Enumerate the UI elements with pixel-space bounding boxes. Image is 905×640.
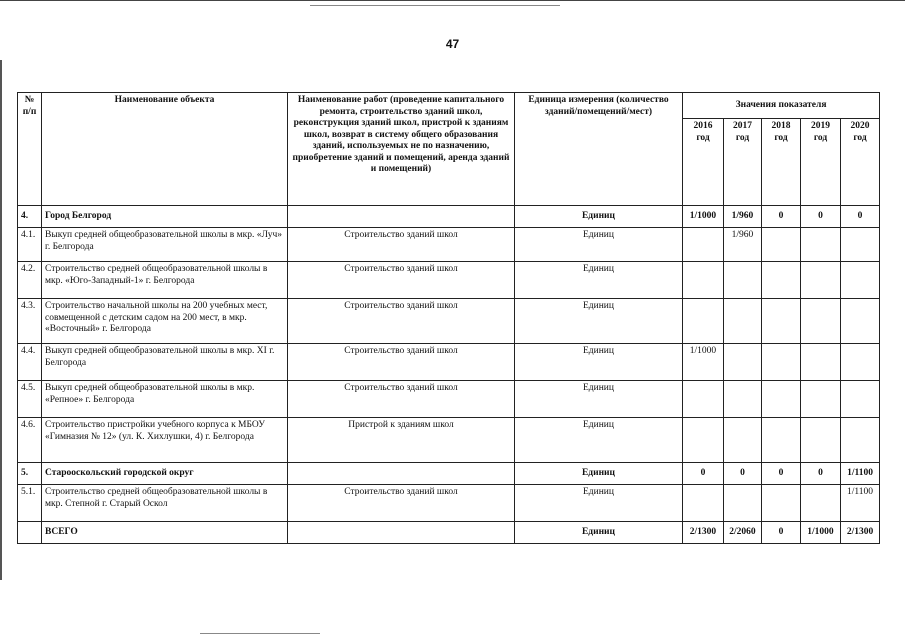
row-works: Строительство зданий школ	[288, 485, 515, 522]
row-works: Строительство зданий школ	[288, 228, 515, 262]
table-row-total	[18, 522, 880, 544]
row-value-2018	[762, 381, 801, 418]
row-unit: Единиц	[515, 344, 683, 381]
row-value-2016: 2/1300	[683, 522, 724, 544]
row-value-2019: 1/1000	[801, 522, 841, 544]
table-row	[18, 485, 880, 522]
table-row	[18, 463, 880, 485]
row-object: Строительство средней общеобразовательной школы в мкр. «Юго-Западный-1» г. Белгорода	[42, 262, 288, 299]
page-number: 47	[445, 37, 460, 51]
row-unit: Единиц	[515, 206, 683, 228]
header-year-2016: 2016 год	[683, 119, 724, 206]
row-value-2018: 0	[762, 522, 801, 544]
row-unit: Единиц	[515, 381, 683, 418]
header-year-2019: 2019 год	[801, 119, 841, 206]
table-row	[18, 418, 880, 463]
row-value-2020: 2/1300	[841, 522, 880, 544]
row-value-2017	[724, 381, 762, 418]
row-value-2017	[724, 344, 762, 381]
row-object: Строительство средней общеобразовательной школы в мкр. Степной г. Старый Оскол	[42, 485, 288, 522]
row-value-2020: 1/1100	[841, 463, 880, 485]
row-works: Строительство зданий школ	[288, 344, 515, 381]
row-num	[18, 522, 42, 544]
row-num: 4.6.	[18, 418, 42, 463]
row-unit: Единиц	[515, 463, 683, 485]
row-works	[288, 463, 515, 485]
scan-bottom-mark	[200, 633, 320, 634]
row-works: Строительство зданий школ	[288, 262, 515, 299]
row-value-2020	[841, 381, 880, 418]
row-num: 5.	[18, 463, 42, 485]
table-row	[18, 381, 880, 418]
row-object: Выкуп средней общеобразовательной школы в мкр. «Луч» г. Белгорода	[42, 228, 288, 262]
row-value-2017: 0	[724, 463, 762, 485]
row-unit: Единиц	[515, 485, 683, 522]
row-value-2020	[841, 418, 880, 463]
header-works: Наименование работ (проведение капитального ремонта, строительство зданий школ, реконструкция зданий школ, пристрой к зданиям школ, возврат в систему общего образования зданий, используемых не по назначению, приобретение зданий и помещений, аренда зданий и помещений)	[288, 93, 515, 206]
row-value-2018	[762, 262, 801, 299]
row-value-2020: 0	[841, 206, 880, 228]
table-row	[18, 206, 880, 228]
row-value-2016	[683, 418, 724, 463]
row-value-2018: 0	[762, 463, 801, 485]
table-row	[18, 262, 880, 299]
row-value-2017: 1/960	[724, 228, 762, 262]
header-object: Наименование объекта	[42, 93, 288, 206]
row-num: 5.1.	[18, 485, 42, 522]
row-value-2016	[683, 228, 724, 262]
scan-left-edge	[0, 60, 2, 580]
row-works: Строительство зданий школ	[288, 299, 515, 344]
row-value-2019: 0	[801, 206, 841, 228]
row-value-2018	[762, 344, 801, 381]
row-num: 4.	[18, 206, 42, 228]
header-values: Значения показателя	[683, 93, 880, 119]
header-year-2018: 2018 год	[762, 119, 801, 206]
row-value-2019	[801, 299, 841, 344]
row-value-2018	[762, 485, 801, 522]
row-unit: Единиц	[515, 299, 683, 344]
row-value-2016	[683, 381, 724, 418]
row-object: Выкуп средней общеобразовательной школы в мкр. XI г. Белгорода	[42, 344, 288, 381]
row-object: Старооскольский городской округ	[42, 463, 288, 485]
row-unit: Единиц	[515, 522, 683, 544]
header-year-2017: 2017 год	[724, 119, 762, 206]
row-unit: Единиц	[515, 418, 683, 463]
row-works: Пристрой к зданиям школ	[288, 418, 515, 463]
row-value-2018: 0	[762, 206, 801, 228]
row-num: 4.2.	[18, 262, 42, 299]
row-value-2019: 0	[801, 463, 841, 485]
row-value-2016	[683, 299, 724, 344]
header-year-2020: 2020 год	[841, 119, 880, 206]
row-value-2019	[801, 262, 841, 299]
row-value-2018	[762, 228, 801, 262]
row-object: Выкуп средней общеобразовательной школы в мкр. «Репное» г. Белгорода	[42, 381, 288, 418]
row-value-2016	[683, 262, 724, 299]
header-row-1	[18, 93, 880, 119]
row-value-2020	[841, 228, 880, 262]
row-value-2019	[801, 381, 841, 418]
row-object: Строительство пристройки учебного корпуса к МБОУ «Гимназия № 12» (ул. К. Хихлушки, 4) г. Белгорода	[42, 418, 288, 463]
header-unit: Единица измерения (количество зданий/помещений/мест)	[515, 93, 683, 206]
row-works	[288, 522, 515, 544]
row-value-2016: 0	[683, 463, 724, 485]
table-row	[18, 299, 880, 344]
table-row	[18, 344, 880, 381]
row-num: 4.5.	[18, 381, 42, 418]
row-unit: Единиц	[515, 228, 683, 262]
row-value-2020: 1/1100	[841, 485, 880, 522]
row-value-2019	[801, 228, 841, 262]
row-value-2017: 1/960	[724, 206, 762, 228]
row-works: Строительство зданий школ	[288, 381, 515, 418]
row-object: Город Белгород	[42, 206, 288, 228]
row-value-2019	[801, 418, 841, 463]
row-value-2020	[841, 299, 880, 344]
row-value-2017: 2/2060	[724, 522, 762, 544]
row-object: ВСЕГО	[42, 522, 288, 544]
row-value-2020	[841, 262, 880, 299]
row-value-2018	[762, 418, 801, 463]
header-num: № п/п	[18, 93, 42, 206]
row-value-2016	[683, 485, 724, 522]
row-value-2017	[724, 418, 762, 463]
row-works	[288, 206, 515, 228]
row-num: 4.4.	[18, 344, 42, 381]
row-num: 4.3.	[18, 299, 42, 344]
row-value-2017	[724, 262, 762, 299]
row-object: Строительство начальной школы на 200 учебных мест, совмещенной с детским садом на 200 мест, в мкр. «Восточный» г. Белгорода	[42, 299, 288, 344]
row-unit: Единиц	[515, 262, 683, 299]
row-value-2016: 1/1000	[683, 344, 724, 381]
row-value-2016: 1/1000	[683, 206, 724, 228]
row-value-2019	[801, 344, 841, 381]
indicator-table	[17, 92, 880, 544]
row-value-2019	[801, 485, 841, 522]
row-value-2020	[841, 344, 880, 381]
scan-top-edge	[0, 0, 905, 7]
row-value-2017	[724, 299, 762, 344]
row-value-2017	[724, 485, 762, 522]
table-row	[18, 228, 880, 262]
row-num: 4.1.	[18, 228, 42, 262]
row-value-2018	[762, 299, 801, 344]
